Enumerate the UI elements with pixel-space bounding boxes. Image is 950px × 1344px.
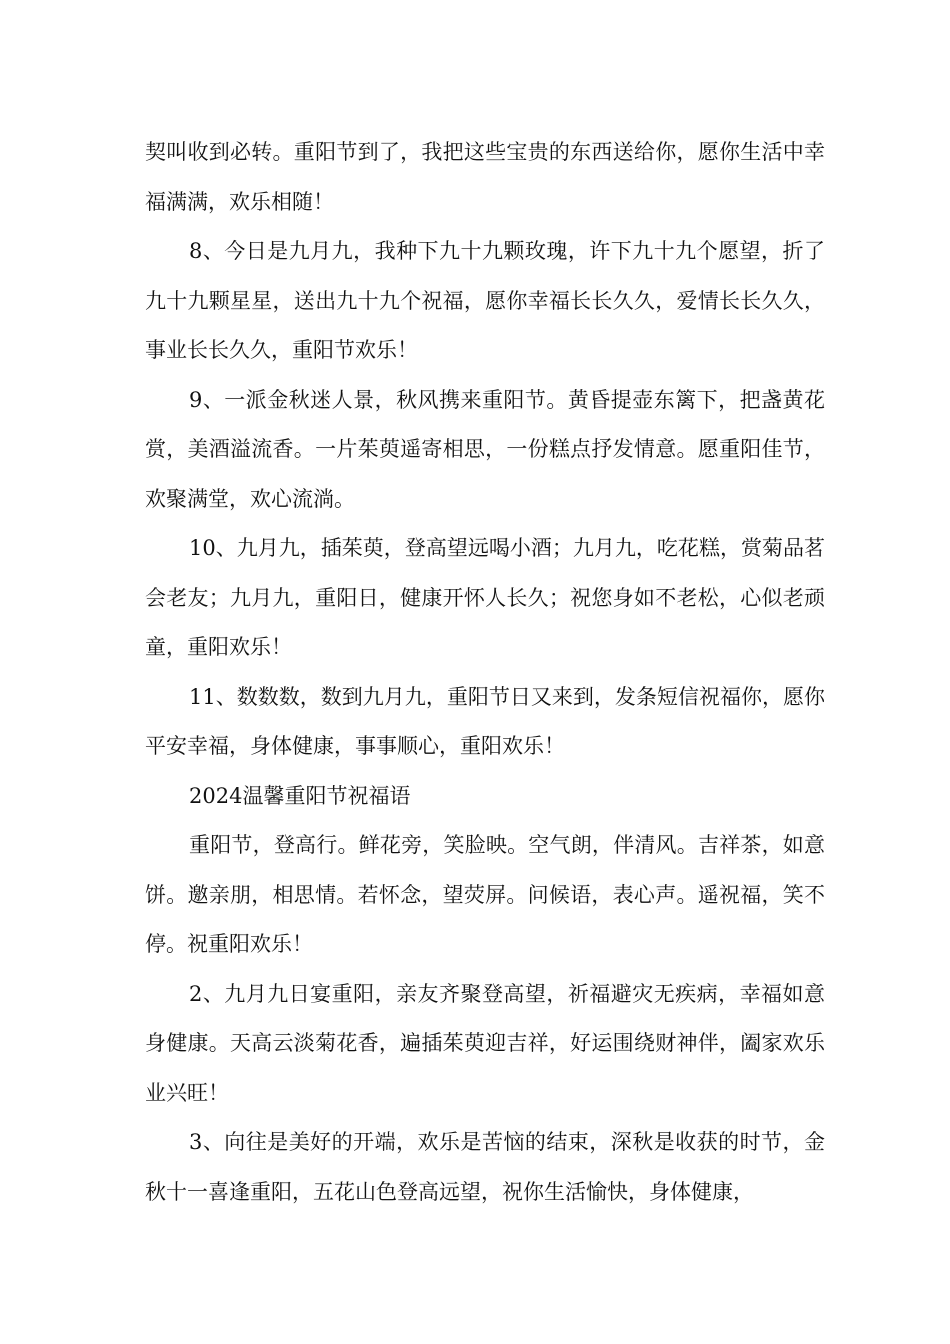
document-body — [145, 128, 825, 1217]
paragraph-item-8: 8、今日是九月九，我种下九十九颗玫瑰，许下九十九个愿望，折了九十九颗星星，送出九十九个祝福，愿你幸福长长久久，爱情长长久久，事业长长久久，重阳节欢乐！ — [145, 239, 825, 362]
paragraph-item-2: 2、九月九日宴重阳，亲友齐聚登高望，祈福避灾无疾病，幸福如意身健康。天高云淡菊花香，遍插茱萸迎吉祥，好运围绕财神伴，阖家欢乐业兴旺！ — [145, 981, 825, 1105]
paragraph-item-3: 3、向往是美好的开端，欢乐是苦恼的结束，深秋是收获的时节，金秋十一喜逢重阳，五花山色登高远望，祝你生活愉快，身体健康， — [145, 1130, 825, 1204]
section-heading: 2024温馨重阳节祝福语 — [189, 783, 411, 808]
paragraph-item-10: 10、九月九，插茱萸，登高望远喝小酒；九月九，吃花糕，赏菊品茗会老友；九月九，重阳日，健康开怀人长久；祝您身如不老松，心似老顽童，重阳欢乐！ — [145, 536, 825, 659]
paragraph-item-1: 重阳节，登高行。鲜花旁，笑脸映。空气朗，伴清风。吉祥茶，如意饼。邀亲朋，相思情。若怀念，望荧屏。问候语，表心声。遥祝福，笑不停。祝重阳欢乐！ — [145, 833, 825, 956]
paragraph-item-11: 11、数数数，数到九月九，重阳节日又来到，发条短信祝福你，愿你平安幸福，身体健康，事事顺心，重阳欢乐！ — [145, 684, 825, 758]
paragraph-item-9: 9、一派金秋迷人景，秋风携来重阳节。黄昏提壶东篱下，把盏黄花赏，美酒溢流香。一片茱萸遥寄相思，一份糕点抒发情意。愿重阳佳节，欢聚满堂，欢心流淌。 — [145, 387, 825, 511]
paragraph-continuation: 契叫收到必转。重阳节到了，我把这些宝贵的东西送给你，愿你生活中幸福满满，欢乐相随！ — [145, 140, 825, 214]
